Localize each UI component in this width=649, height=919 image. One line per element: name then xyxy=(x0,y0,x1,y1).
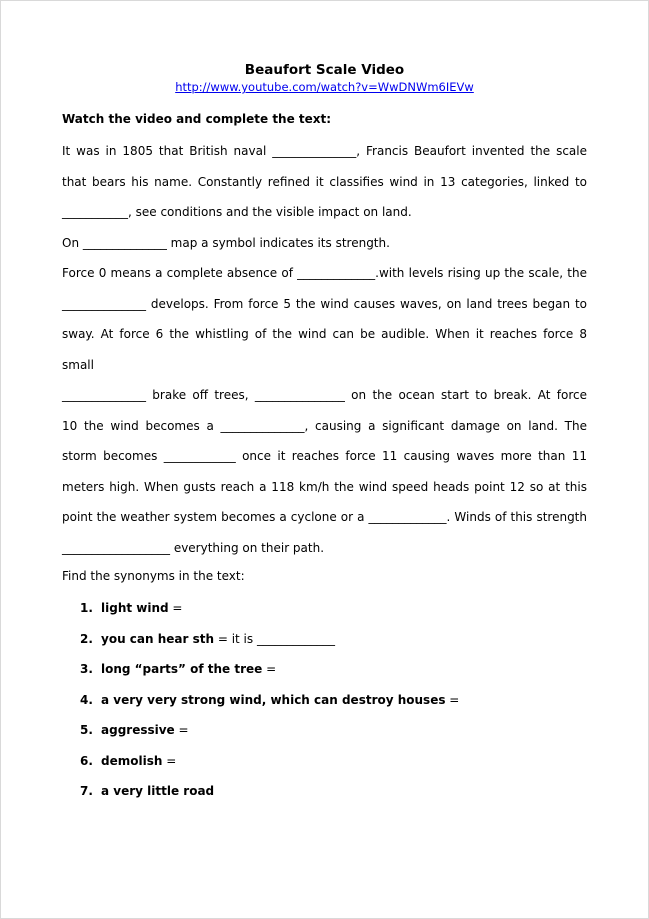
item-question: light wind xyxy=(101,601,169,615)
list-item xyxy=(80,746,459,777)
item-number: 1. xyxy=(80,601,93,615)
item-suffix: = it is _____________ xyxy=(214,631,335,646)
list-item xyxy=(80,715,459,746)
video-link[interactable]: http://www.youtube.com/watch?v=WwDNWm6IEVw xyxy=(175,80,474,94)
item-question: a very little road xyxy=(101,784,215,798)
item-suffix: = xyxy=(162,753,177,768)
paragraph-line: On ______________ map a symbol indicates its strength. xyxy=(62,235,390,250)
list-item xyxy=(80,776,459,807)
item-question: long “parts” of the tree xyxy=(101,662,263,676)
synonyms-heading: Find the synonyms in the text: xyxy=(62,569,245,583)
gap-fill-paragraph xyxy=(62,136,587,563)
paragraph-line: sway. At force 6 the whistling of the wind can be audible. When it reaches force 8 small xyxy=(62,327,587,372)
paragraph-line: point the weather system becomes a cyclone or a _____________. Winds of this strength xyxy=(62,510,587,524)
paragraph-line: __________________ everything on their path. xyxy=(62,540,325,555)
instruction-text: Watch the video and complete the text: xyxy=(62,112,332,126)
item-number: 6. xyxy=(80,753,93,768)
list-item xyxy=(80,685,459,716)
item-question: demolish xyxy=(101,753,163,768)
item-number: 2. xyxy=(80,631,93,646)
paragraph-line: storm becomes ____________ once it reaches force 11 causing waves more than 11 xyxy=(62,449,587,463)
paragraph-line: meters high. When gusts reach a 118 km/h the wind speed heads point 12 so at this xyxy=(62,479,587,494)
item-question: a very very strong wind, which can destroy houses xyxy=(101,692,446,707)
list-item xyxy=(80,593,459,624)
item-number: 3. xyxy=(80,662,93,676)
item-question: you can hear sth xyxy=(101,631,215,646)
item-number: 4. xyxy=(80,692,93,707)
page-title: Beaufort Scale Video xyxy=(244,62,405,78)
synonyms-list xyxy=(80,593,459,807)
item-suffix: = xyxy=(174,723,189,737)
item-suffix: = xyxy=(445,692,460,707)
paragraph-line: ______________ brake off trees, _______________ on the ocean start to break. At force xyxy=(62,388,587,402)
item-question: aggressive xyxy=(101,723,175,737)
list-item xyxy=(80,654,459,685)
paragraph-line: Force 0 means a complete absence of _____________.with levels rising up the scale, the xyxy=(62,266,587,280)
item-number: 5. xyxy=(80,723,93,737)
paragraph-line: It was in 1805 that British naval ______________, Francis Beaufort invented the scale xyxy=(62,144,587,158)
item-suffix: = xyxy=(168,601,183,615)
list-item xyxy=(80,624,459,655)
paragraph-line: 10 the wind becomes a ______________, causing a significant damage on land. The xyxy=(62,418,587,433)
item-suffix: = xyxy=(262,662,277,676)
item-number: 7. xyxy=(80,784,93,798)
paragraph-line: ___________, see conditions and the visible impact on land. xyxy=(62,205,412,219)
paragraph-line: ______________ develops. From force 5 the wind causes waves, on land trees began to xyxy=(62,296,587,311)
paragraph-line: that bears his name. Constantly refined it classifies wind in 13 categories, linked to xyxy=(62,174,587,189)
